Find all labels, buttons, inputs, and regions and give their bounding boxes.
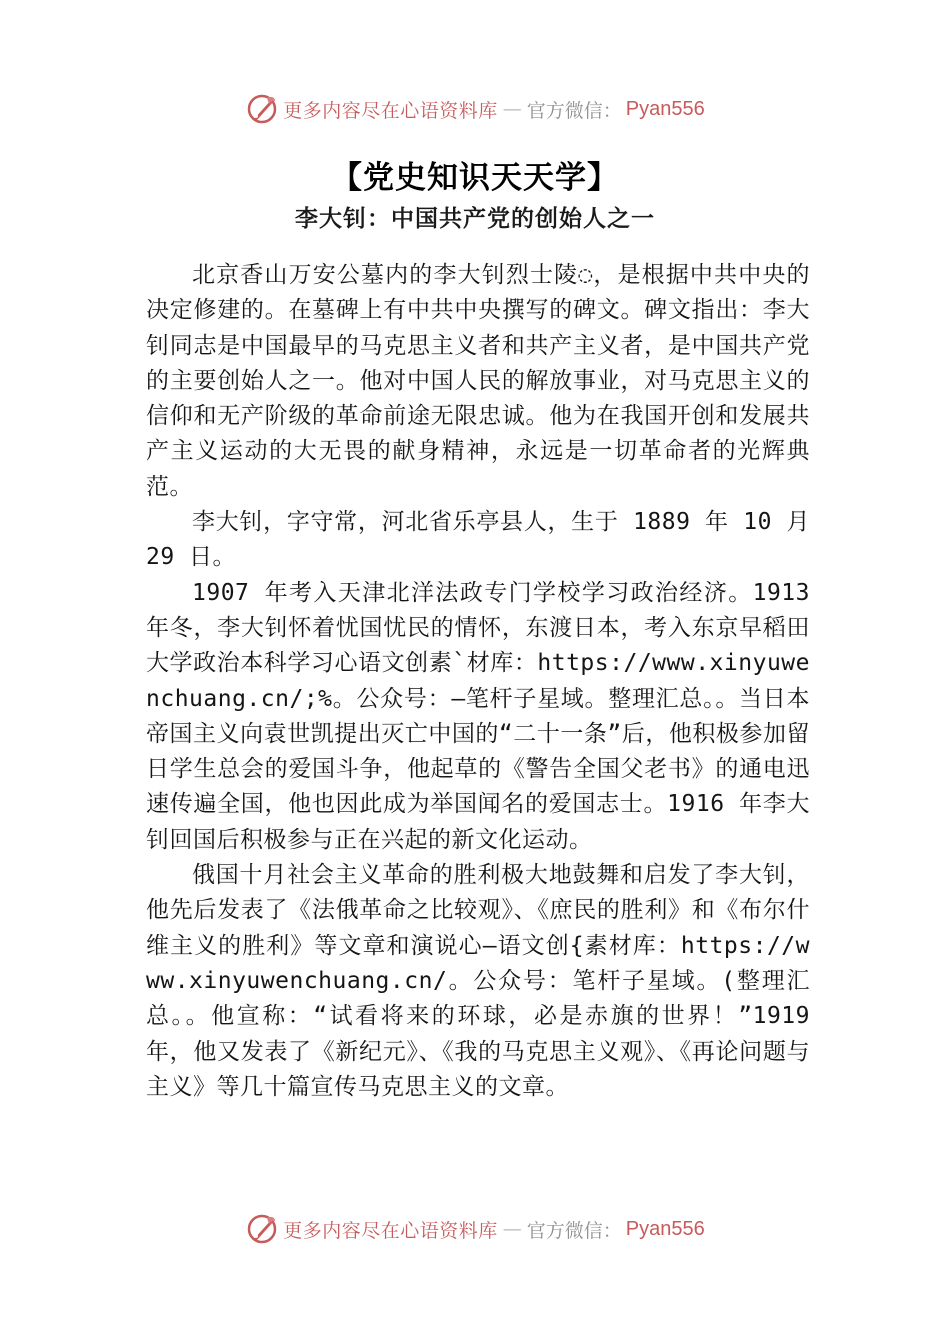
header-banner-content <box>245 92 705 126</box>
article-body <box>146 258 810 1105</box>
banner-separator: — <box>502 98 522 120</box>
banner-wechat-id: Pyan556 <box>625 97 705 120</box>
banner-separator: — <box>502 1218 522 1240</box>
paragraph: 李大钊，字守常，河北省乐亭县人，生于 1889 年 10 月 29 日。 <box>146 509 810 571</box>
quill-logo-icon <box>245 92 279 126</box>
header-banner <box>0 85 950 133</box>
banner-tagline: 更多内容尽在心语资料库 <box>283 99 498 122</box>
banner-wechat-id: Pyan556 <box>625 1217 705 1240</box>
quill-logo-icon <box>245 1212 279 1246</box>
footer-banner <box>0 1205 950 1253</box>
footer-banner-content <box>245 1212 705 1246</box>
banner-tagline: 更多内容尽在心语资料库 <box>283 1219 498 1242</box>
page-title: 【党史知识天天学】 <box>331 160 619 196</box>
paragraph: 北京香山万安公墓内的李大钊烈士陵◌，是根据中共中央的决定修建的。在墓碑上有中共中央撰写的碑文。碑文指出：李大钊同志是中国最早的马克思主义者和共产主义者，是中国共产党的主要创始人之一。他对中国人民的解放事业，对马克思主义的信仰和无产阶级的革命前途无限忠诚。他为在我国开创和发展共产主义运动的大无畏的献身精神，永远是一切革命者的光辉典范。 <box>146 262 810 500</box>
banner-wechat-label: 官方微信： <box>526 1219 622 1242</box>
paragraph: 俄国十月社会主义革命的胜利极大地鼓舞和启发了李大钊，他先后发表了《法俄革命之比较观》、《庶民的胜利》和《布尔什维主义的胜利》等文章和演说心—语文创{素材库：https://www.xinyuwenchuang.cn/。公众号：笔杆子星域。(整理汇总。。他宣称：“试看将来的环球，必是赤旗的世界！”1919 年，他又发表了《新纪元》、《我的马克思主义观》、《再论问题与主义》等几十篇宣传马克思主义的文章。 <box>146 862 810 1100</box>
banner-wechat-label: 官方微信： <box>526 99 622 122</box>
page-subtitle: 李大钊：中国共产党的创始人之一 <box>295 206 655 232</box>
paragraph: 1907 年考入天津北洋法政专门学校学习政治经济。1913 年冬，李大钊怀着忧国忧民的情怀，东渡日本，考入东京早稻田大学政治本科学习心语文创素`材库：https://www.xinyuwenchuang.cn/;%。公众号：—笔杆子星域。整理汇总。。当日本帝国主义向袁世凯提出灭亡中国的“二十一条”后，他积极参加留日学生总会的爱国斗争，他起草的《警告全国父老书》的通电迅速传遍全国，他也因此成为举国闻名的爱国志士。1916 年李大钊回国后积极参与正在兴起的新文化运动。 <box>146 579 810 853</box>
